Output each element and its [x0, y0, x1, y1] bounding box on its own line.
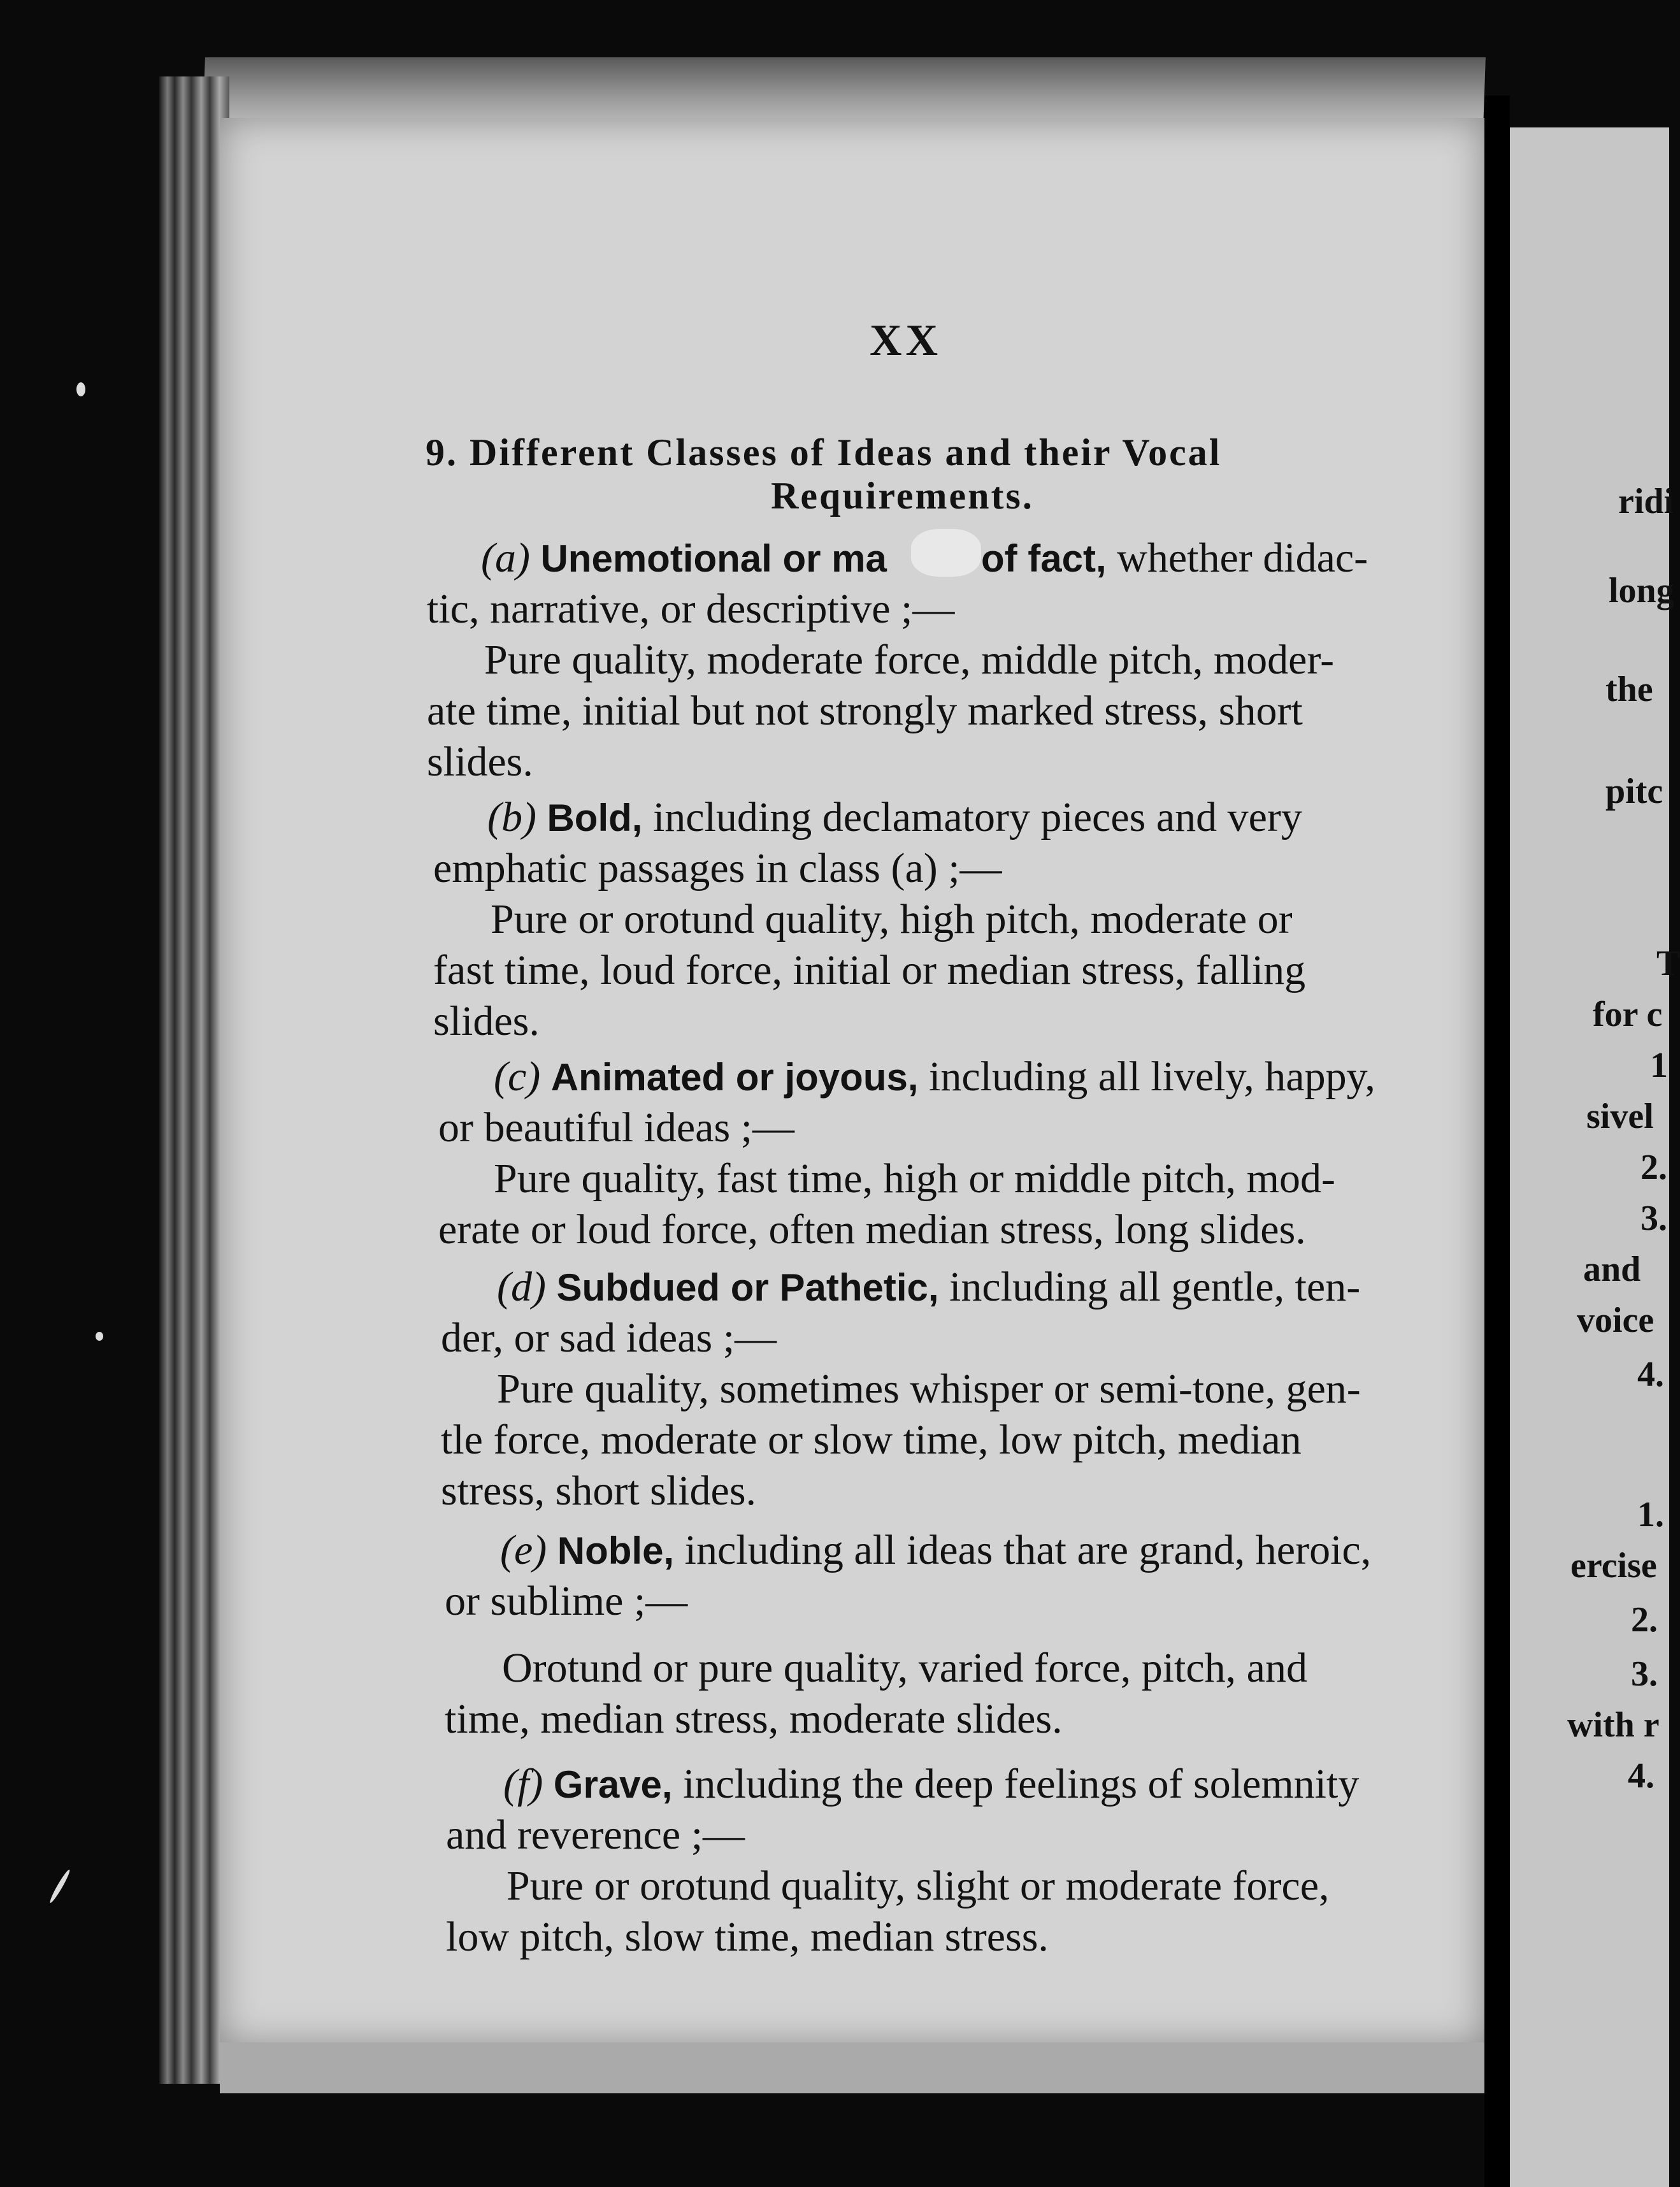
section-e-label: (e) — [500, 1527, 547, 1573]
right-fragment: long — [1609, 571, 1674, 610]
right-fragment: pitc — [1605, 772, 1663, 811]
section-a-desc-line3: slides. — [427, 739, 533, 785]
section-d-heading: Subdued or Pathetic, — [556, 1266, 939, 1309]
right-fragment: 4. — [1628, 1756, 1655, 1796]
section-f-label: (f) — [503, 1761, 543, 1807]
section-b-intro-line1 — [487, 793, 1302, 842]
section-f-desc-line2: low pitch, slow time, median stress. — [446, 1914, 1049, 1960]
page-number: XX — [870, 316, 942, 365]
section-d-intro-rest: including all gentle, ten- — [949, 1264, 1361, 1310]
section-e-desc-line1: Orotund or pure quality, varied force, pitch, and — [502, 1645, 1307, 1691]
dust-speck — [48, 1868, 72, 1904]
right-fragment: ridi — [1618, 482, 1674, 521]
section-c-intro-line2: or beautiful ideas ;— — [438, 1104, 795, 1151]
section-title-line2: Requirements. — [771, 475, 1034, 517]
section-c-desc-line2: erate or loud force, often median stress, long slides. — [438, 1206, 1306, 1253]
section-d-desc-line3: stress, short slides. — [441, 1468, 756, 1514]
section-a-desc-line1: Pure quality, moderate force, middle pitch, moder- — [484, 637, 1335, 683]
section-d-label: (d) — [497, 1264, 546, 1310]
section-d-desc-line2: tle force, moderate or slow time, low pitch, median — [441, 1417, 1302, 1463]
right-fragment: 1. — [1637, 1495, 1664, 1534]
section-d-intro-line1 — [497, 1263, 1360, 1311]
dust-speck — [76, 382, 85, 396]
section-f-intro-line1 — [503, 1760, 1359, 1808]
section-a-heading: Unemotional or ma — [540, 537, 887, 580]
section-e-desc-line2: time, median stress, moderate slides. — [445, 1696, 1063, 1742]
right-fragment: the — [1605, 670, 1653, 709]
dust-speck — [96, 1332, 103, 1341]
section-a-intro-line1 — [481, 534, 887, 582]
page-top-edge — [203, 57, 1486, 127]
section-f-heading: Grave, — [553, 1763, 673, 1806]
section-a-label: (a) — [481, 535, 530, 581]
right-fragment: 3. — [1631, 1654, 1658, 1694]
right-fragment: 3. — [1641, 1199, 1667, 1238]
section-e-intro-rest: including all ideas that are grand, heroic, — [684, 1527, 1372, 1573]
section-title-line1: 9. Different Classes of Ideas and their Vocal — [426, 431, 1222, 473]
section-b-desc-line3: slides. — [433, 998, 540, 1044]
section-c-heading: Animated or joyous, — [550, 1056, 919, 1099]
section-b-intro-line2: emphatic passages in class (a) ;— — [433, 845, 1002, 891]
section-a-intro-rest: whether didac- — [1117, 535, 1368, 581]
right-fragment: sivel — [1586, 1097, 1654, 1136]
section-d-desc-line1: Pure quality, sometimes whisper or semi-tone, gen- — [497, 1366, 1361, 1412]
section-c-intro-line1 — [494, 1053, 1375, 1101]
section-c-label: (c) — [494, 1053, 541, 1100]
right-fragment: 2. — [1641, 1148, 1667, 1187]
section-b-desc-line1: Pure or orotund quality, high pitch, moderate or — [491, 896, 1293, 942]
paper-blemish — [911, 529, 981, 577]
section-b-label: (b) — [487, 794, 536, 841]
right-fragment: 4. — [1637, 1355, 1664, 1394]
right-fragment: with r — [1567, 1705, 1660, 1745]
book-gutter — [1484, 96, 1510, 2187]
section-f-intro-rest: including the deep feelings of solemnity — [683, 1761, 1360, 1807]
right-fragment: T — [1656, 944, 1680, 983]
right-fragment: for c — [1593, 995, 1663, 1034]
right-fragment: and — [1583, 1250, 1641, 1289]
right-fragment: voice — [1577, 1301, 1655, 1340]
section-d-intro-line2: der, or sad ideas ;— — [441, 1315, 777, 1361]
section-b-heading: Bold, — [547, 797, 643, 839]
section-b-intro-rest: including declamatory pieces and very — [652, 794, 1302, 841]
section-b-desc-line2: fast time, loud force, initial or median stress, falling — [433, 947, 1306, 993]
section-e-intro-line2: or sublime ;— — [445, 1578, 688, 1624]
right-fragment: ercise — [1570, 1546, 1657, 1585]
section-e-heading: Noble, — [557, 1529, 675, 1572]
page-bottom-edge — [220, 2042, 1484, 2093]
right-fragment: 1 — [1650, 1046, 1668, 1085]
section-c-desc-line1: Pure quality, fast time, high or middle pitch, mod- — [494, 1155, 1335, 1202]
section-f-intro-line2: and reverence ;— — [446, 1812, 745, 1858]
right-page — [1510, 127, 1680, 2187]
section-a-intro-line2: tic, narrative, or descriptive ;— — [427, 586, 955, 632]
page-stack-edge — [159, 76, 229, 2084]
section-e-intro-line1 — [500, 1526, 1371, 1575]
section-a-desc-line2: ate time, initial but not strongly marked stress, short — [427, 688, 1303, 734]
section-c-intro-rest: including all lively, happy, — [929, 1053, 1375, 1100]
section-a-intro-line1-cont — [981, 534, 1368, 582]
right-fragment: 2. — [1631, 1600, 1658, 1640]
section-a-heading-rest: of fact, — [981, 537, 1107, 580]
section-f-desc-line1: Pure or orotund quality, slight or moderate force, — [506, 1863, 1330, 1909]
